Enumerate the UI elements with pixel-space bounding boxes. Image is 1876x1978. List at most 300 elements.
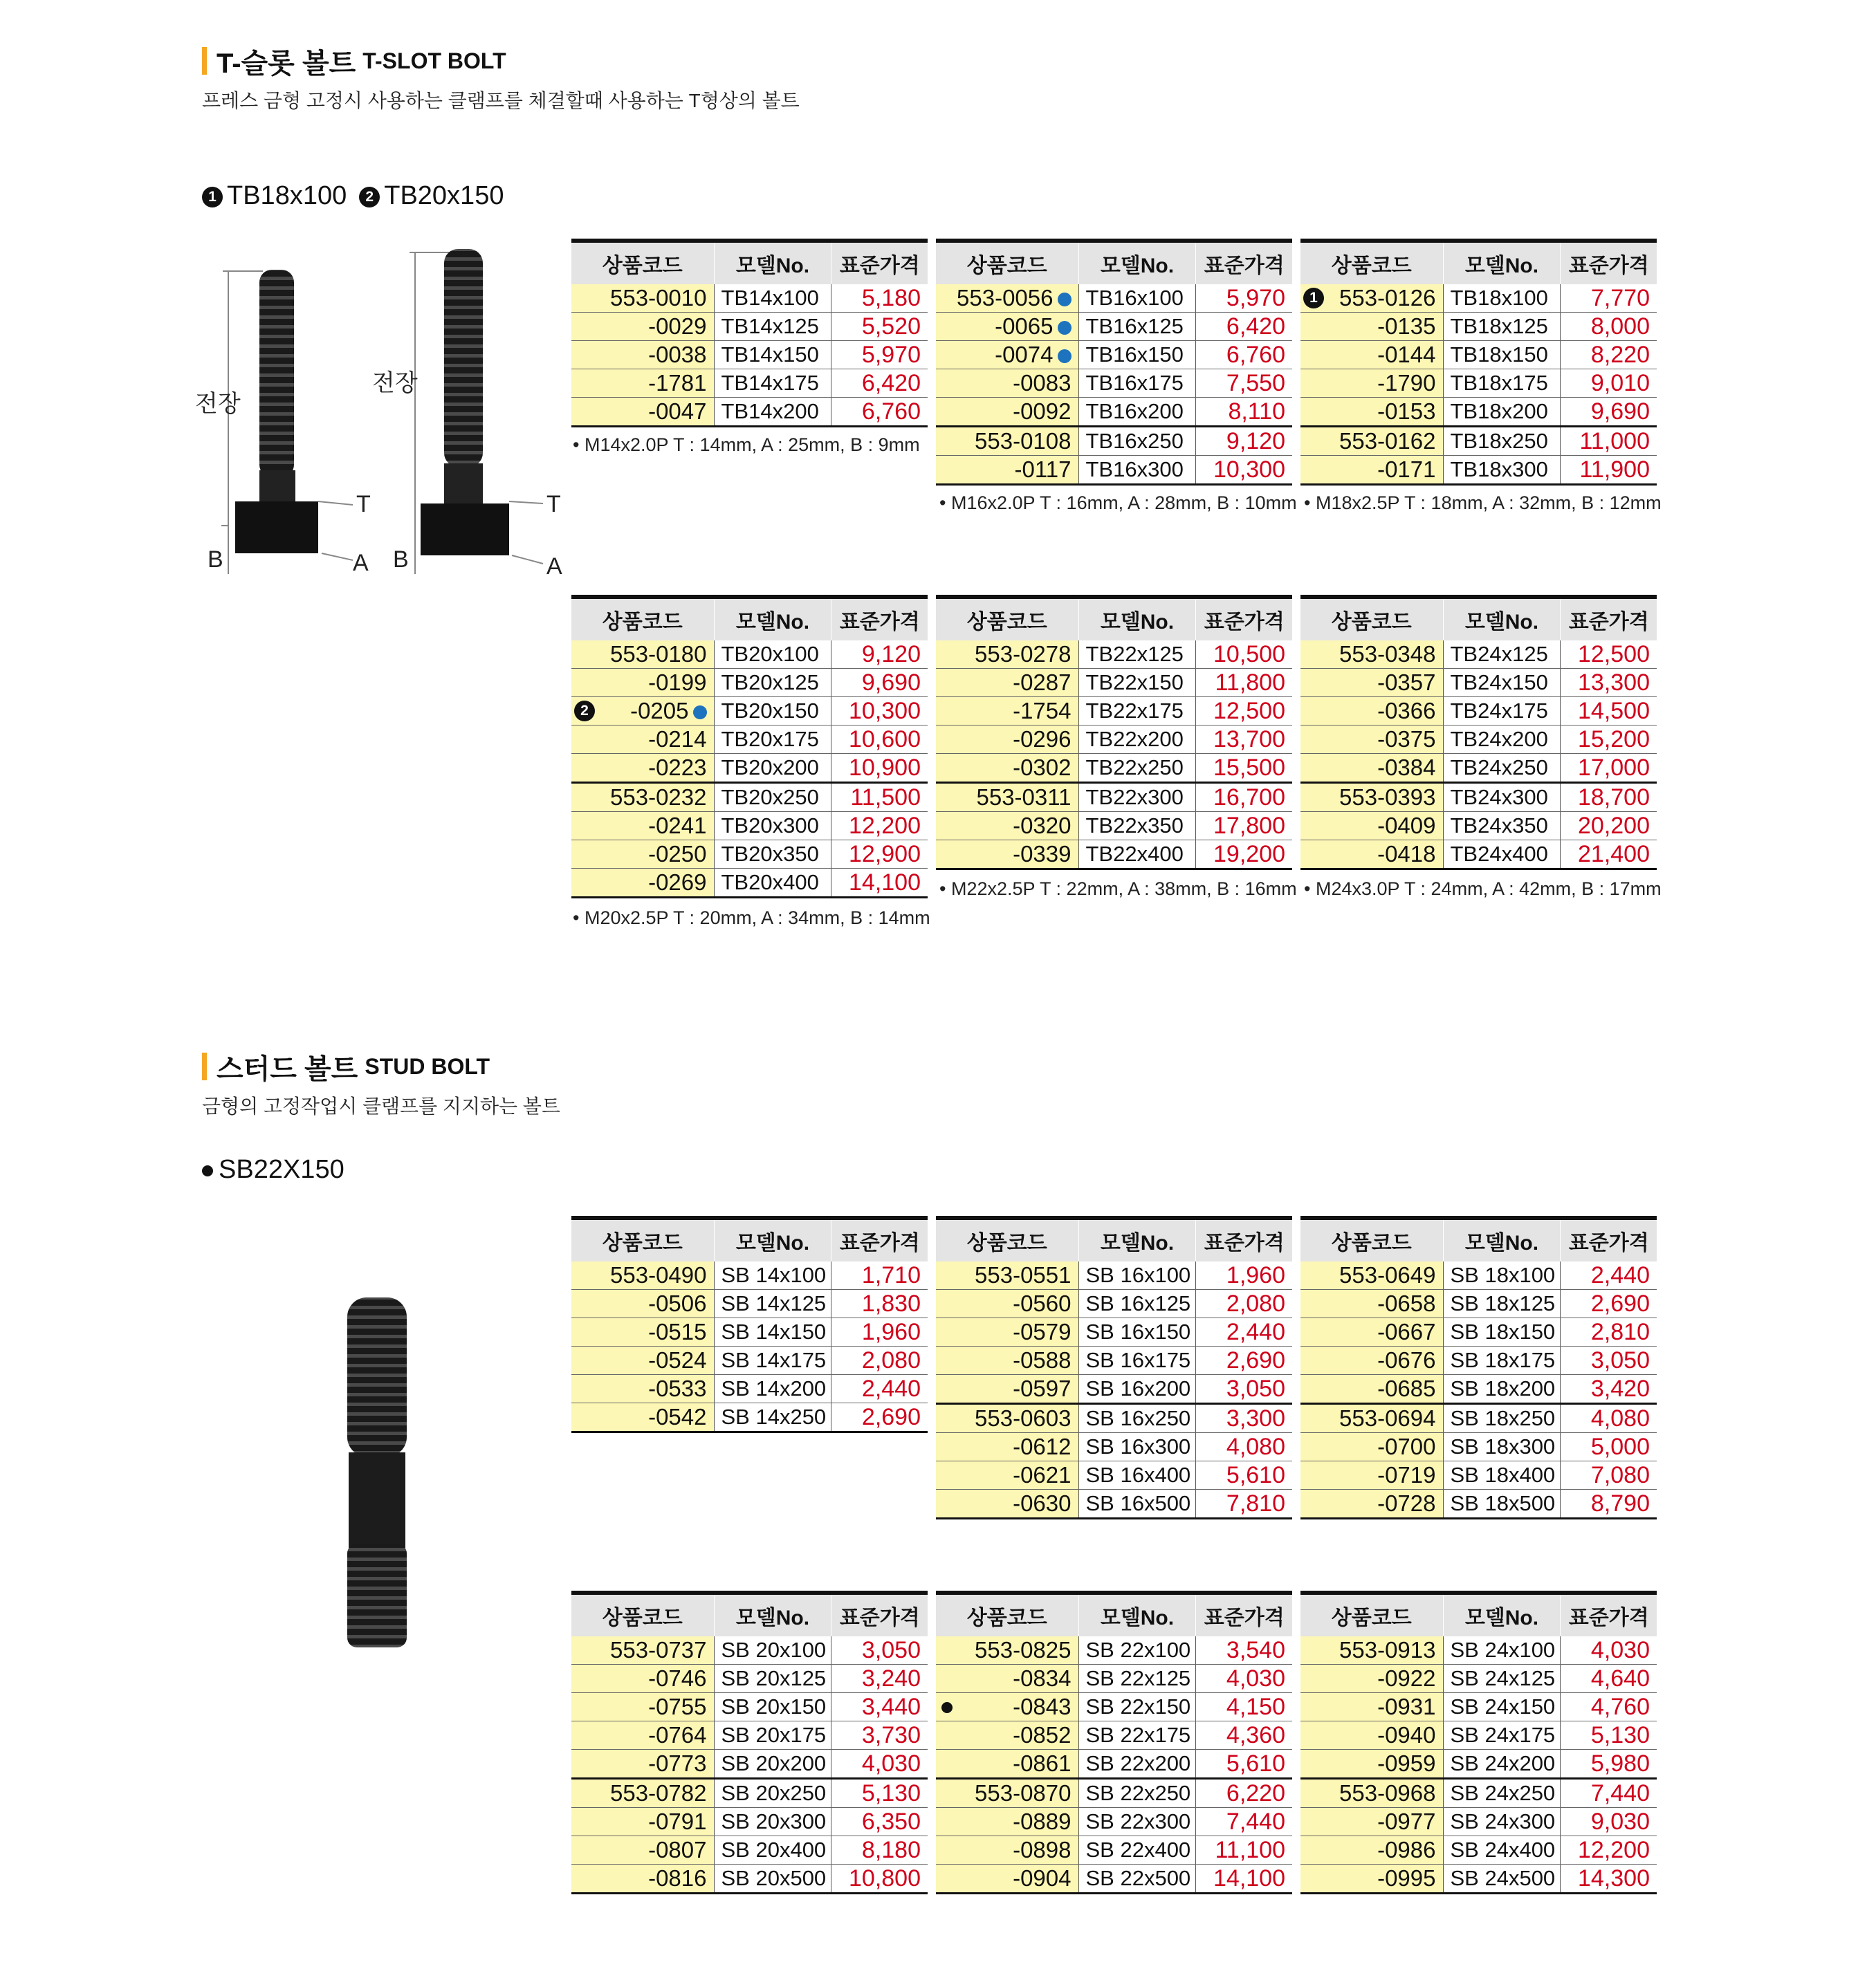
svg-text:B: B bbox=[393, 546, 409, 573]
header-code: 상품코드 bbox=[936, 599, 1078, 640]
price-cell: 8,220 bbox=[1561, 341, 1657, 369]
tslot-table-m18 bbox=[1300, 239, 1657, 486]
model-cell: SB 22x125 bbox=[1078, 1665, 1196, 1693]
product-code-cell bbox=[936, 456, 1078, 485]
variant-1-label: TB18x100 bbox=[227, 181, 347, 210]
table-row bbox=[936, 1836, 1292, 1865]
product-code: -0667 bbox=[1377, 1319, 1436, 1344]
product-code-cell bbox=[1300, 812, 1443, 840]
product-code-cell bbox=[1300, 783, 1443, 812]
product-code: -0889 bbox=[1013, 1809, 1072, 1834]
product-code-cell bbox=[936, 1665, 1078, 1693]
product-code: 553-0694 bbox=[1339, 1405, 1436, 1431]
product-code: -0375 bbox=[1377, 726, 1436, 752]
tslot-table-m16 bbox=[936, 239, 1292, 486]
product-code: -0287 bbox=[1013, 669, 1072, 695]
price-cell: 4,030 bbox=[1196, 1665, 1292, 1693]
model-cell: TB20x175 bbox=[714, 725, 831, 754]
spec-note: • M18x2.5P T : 18mm, A : 32mm, B : 12mm bbox=[1304, 492, 1662, 513]
svg-text:전장: 전장 bbox=[372, 370, 418, 396]
product-code: -0621 bbox=[1013, 1462, 1072, 1488]
price-cell: 3,050 bbox=[1561, 1347, 1657, 1375]
price-cell: 2,440 bbox=[831, 1375, 928, 1403]
stud-title-ko: 스터드 볼트 bbox=[217, 1053, 358, 1084]
svg-text:A: A bbox=[353, 550, 369, 576]
table-row bbox=[1300, 783, 1657, 812]
product-code: -0302 bbox=[1013, 755, 1072, 780]
model-cell: TB22x200 bbox=[1078, 725, 1196, 754]
product-code-cell bbox=[1300, 697, 1443, 725]
model-cell: TB20x250 bbox=[714, 783, 831, 812]
number-badge-icon: 1 bbox=[1303, 288, 1324, 308]
model-cell: SB 16x175 bbox=[1078, 1347, 1196, 1375]
product-code-cell bbox=[936, 1836, 1078, 1865]
product-code: -0904 bbox=[1013, 1865, 1072, 1891]
table-row bbox=[571, 1779, 928, 1808]
table-row bbox=[936, 1404, 1292, 1433]
product-code-cell bbox=[1300, 1433, 1443, 1461]
table-row bbox=[571, 812, 928, 840]
spec-note: • M22x2.5P T : 22mm, A : 38mm, B : 16mm bbox=[939, 878, 1297, 899]
price-cell: 9,010 bbox=[1561, 369, 1657, 398]
price-cell: 4,030 bbox=[831, 1750, 928, 1779]
product-code-cell bbox=[571, 1836, 714, 1865]
product-code-cell bbox=[1300, 640, 1443, 669]
product-code: 553-0649 bbox=[1339, 1262, 1436, 1288]
product-code: -0542 bbox=[648, 1404, 707, 1430]
model-cell: SB 14x175 bbox=[714, 1347, 831, 1375]
table-row bbox=[1300, 1808, 1657, 1836]
table-row bbox=[571, 1693, 928, 1721]
product-code: -0366 bbox=[1377, 698, 1436, 723]
model-cell: SB 22x200 bbox=[1078, 1750, 1196, 1779]
table-row bbox=[1300, 1290, 1657, 1318]
product-code-cell bbox=[571, 840, 714, 869]
model-cell: TB18x100 bbox=[1443, 284, 1561, 313]
price-cell: 16,700 bbox=[1196, 783, 1292, 812]
product-code: -0205 bbox=[630, 698, 689, 723]
header-model: 모델No. bbox=[714, 1220, 831, 1261]
model-cell: SB 16x150 bbox=[1078, 1318, 1196, 1347]
svg-text:T: T bbox=[356, 491, 371, 517]
table-row bbox=[1300, 697, 1657, 725]
price-cell: 5,980 bbox=[1561, 1750, 1657, 1779]
product-code: -0834 bbox=[1013, 1665, 1072, 1691]
product-code-cell bbox=[936, 812, 1078, 840]
price-cell: 11,500 bbox=[831, 783, 928, 812]
header-price: 표준가격 bbox=[831, 243, 928, 284]
tslot-table-m24 bbox=[1300, 595, 1657, 870]
product-code: -0746 bbox=[648, 1665, 707, 1691]
table-row bbox=[936, 1665, 1292, 1693]
price-cell: 15,200 bbox=[1561, 725, 1657, 754]
model-cell: TB18x175 bbox=[1443, 369, 1561, 398]
product-code: -0038 bbox=[648, 342, 707, 367]
product-code: 553-0311 bbox=[976, 784, 1072, 810]
product-code-cell bbox=[936, 1433, 1078, 1461]
table-row bbox=[571, 840, 928, 869]
header-price: 표준가격 bbox=[1196, 1220, 1292, 1261]
model-cell: SB 24x100 bbox=[1443, 1636, 1561, 1665]
model-cell: SB 24x250 bbox=[1443, 1779, 1561, 1808]
model-cell: TB24x400 bbox=[1443, 840, 1561, 869]
product-code: -0083 bbox=[1013, 370, 1072, 396]
product-code: -0533 bbox=[648, 1376, 707, 1401]
model-cell: SB 18x100 bbox=[1443, 1261, 1561, 1290]
table-row bbox=[1300, 1375, 1657, 1404]
product-code: -0773 bbox=[648, 1750, 707, 1776]
price-cell: 14,100 bbox=[831, 869, 928, 898]
table-row bbox=[571, 754, 928, 783]
tslot-bolt-illustration bbox=[187, 228, 574, 595]
model-cell: TB16x125 bbox=[1078, 313, 1196, 341]
blue-dot-icon bbox=[1058, 321, 1072, 335]
price-cell: 21,400 bbox=[1561, 840, 1657, 869]
model-cell: TB18x125 bbox=[1443, 313, 1561, 341]
product-code: -0764 bbox=[648, 1722, 707, 1748]
product-code-cell bbox=[571, 697, 714, 725]
model-cell: TB22x175 bbox=[1078, 697, 1196, 725]
product-code: -0791 bbox=[648, 1809, 707, 1834]
table-row bbox=[936, 1808, 1292, 1836]
price-cell: 2,440 bbox=[1196, 1318, 1292, 1347]
product-code-cell bbox=[571, 783, 714, 812]
model-cell: SB 20x150 bbox=[714, 1693, 831, 1721]
product-code-cell bbox=[571, 754, 714, 783]
tslot-variant-list bbox=[202, 181, 504, 211]
product-code: -0959 bbox=[1377, 1750, 1436, 1776]
product-code: -0986 bbox=[1377, 1837, 1436, 1863]
table-row bbox=[936, 1721, 1292, 1750]
header-code: 상품코드 bbox=[936, 243, 1078, 284]
tslot-section-title bbox=[202, 46, 506, 79]
product-code-cell bbox=[1300, 369, 1443, 398]
product-code-cell bbox=[936, 1779, 1078, 1808]
svg-text:B: B bbox=[208, 546, 223, 573]
table-row bbox=[1300, 669, 1657, 697]
product-code-cell bbox=[936, 1261, 1078, 1290]
product-code: -0597 bbox=[1013, 1376, 1072, 1401]
price-cell: 14,500 bbox=[1561, 697, 1657, 725]
bullet-icon bbox=[941, 1702, 953, 1713]
product-code-cell bbox=[936, 1865, 1078, 1894]
model-cell: TB20x350 bbox=[714, 840, 831, 869]
price-cell: 6,350 bbox=[831, 1808, 928, 1836]
product-code-cell bbox=[936, 427, 1078, 456]
stud-variant bbox=[202, 1155, 344, 1185]
product-code: -0117 bbox=[1014, 456, 1072, 482]
model-cell: SB 24x500 bbox=[1443, 1865, 1561, 1894]
product-code-cell bbox=[571, 1750, 714, 1779]
model-cell: SB 24x175 bbox=[1443, 1721, 1561, 1750]
model-cell: SB 22x300 bbox=[1078, 1808, 1196, 1836]
table-row bbox=[936, 1261, 1292, 1290]
product-code: 553-0108 bbox=[975, 428, 1072, 454]
product-code: -0171 bbox=[1377, 456, 1436, 482]
stud-bolt-image bbox=[332, 1286, 422, 1674]
model-cell: SB 16x250 bbox=[1078, 1404, 1196, 1433]
product-code-cell bbox=[1300, 284, 1443, 313]
price-cell: 9,030 bbox=[1561, 1808, 1657, 1836]
product-code-cell bbox=[1300, 754, 1443, 783]
price-cell: 5,130 bbox=[1561, 1721, 1657, 1750]
product-code: 553-0870 bbox=[975, 1780, 1072, 1806]
product-code: 553-0603 bbox=[975, 1405, 1072, 1431]
product-code-cell bbox=[571, 313, 714, 341]
product-code-cell bbox=[571, 1375, 714, 1403]
product-code: -0357 bbox=[1377, 669, 1436, 695]
product-code: -0579 bbox=[1013, 1319, 1072, 1344]
product-code: 553-0968 bbox=[1339, 1780, 1436, 1806]
header-code: 상품코드 bbox=[571, 1220, 714, 1261]
price-cell: 2,440 bbox=[1561, 1261, 1657, 1290]
model-cell: TB18x150 bbox=[1443, 341, 1561, 369]
table-row bbox=[936, 783, 1292, 812]
product-code-cell bbox=[571, 1665, 714, 1693]
price-cell: 1,960 bbox=[831, 1318, 928, 1347]
tslot-description: 프레스 금형 고정시 사용하는 클램프를 체결할때 사용하는 T형상의 볼트 bbox=[202, 90, 800, 111]
product-code-cell bbox=[1300, 1375, 1443, 1404]
price-cell: 1,960 bbox=[1196, 1261, 1292, 1290]
product-code: 553-0232 bbox=[610, 784, 707, 810]
model-cell: SB 20x175 bbox=[714, 1721, 831, 1750]
price-cell: 4,760 bbox=[1561, 1693, 1657, 1721]
table-row bbox=[1300, 1779, 1657, 1808]
price-cell: 1,710 bbox=[831, 1261, 928, 1290]
header-model: 모델No. bbox=[714, 1595, 831, 1636]
table-row bbox=[1300, 1347, 1657, 1375]
table-row bbox=[936, 341, 1292, 369]
spec-note: • M24x3.0P T : 24mm, A : 42mm, B : 17mm bbox=[1304, 878, 1662, 899]
product-code-cell bbox=[571, 1261, 714, 1290]
model-cell: SB 14x200 bbox=[714, 1375, 831, 1403]
table-row bbox=[936, 398, 1292, 427]
model-cell: SB 16x500 bbox=[1078, 1490, 1196, 1519]
model-cell: SB 22x150 bbox=[1078, 1693, 1196, 1721]
table-row bbox=[936, 669, 1292, 697]
product-code: -0940 bbox=[1377, 1722, 1436, 1748]
product-code-cell bbox=[936, 398, 1078, 427]
table-row bbox=[571, 1750, 928, 1779]
blue-dot-icon bbox=[1058, 293, 1072, 306]
product-code: -0339 bbox=[1013, 841, 1072, 867]
table-row bbox=[571, 669, 928, 697]
product-code-cell bbox=[571, 725, 714, 754]
table-row bbox=[1300, 640, 1657, 669]
product-code-cell bbox=[1300, 398, 1443, 427]
price-cell: 3,240 bbox=[831, 1665, 928, 1693]
price-cell: 11,000 bbox=[1561, 427, 1657, 456]
product-code-cell bbox=[1300, 1318, 1443, 1347]
table-row bbox=[571, 1836, 928, 1865]
table-row bbox=[1300, 812, 1657, 840]
table-row bbox=[571, 1808, 928, 1836]
tslot-table-m22 bbox=[936, 595, 1292, 870]
product-code: -0612 bbox=[1013, 1434, 1072, 1459]
model-cell: TB24x350 bbox=[1443, 812, 1561, 840]
stud-table-22 bbox=[936, 1591, 1292, 1894]
product-code: -1790 bbox=[1377, 370, 1436, 396]
price-cell: 8,790 bbox=[1561, 1490, 1657, 1519]
product-code-cell bbox=[1300, 1721, 1443, 1750]
table-row bbox=[936, 754, 1292, 783]
product-code: 553-0162 bbox=[1339, 428, 1436, 454]
header-model: 모델No. bbox=[714, 599, 831, 640]
price-cell: 7,440 bbox=[1196, 1808, 1292, 1836]
product-code-cell bbox=[936, 1490, 1078, 1519]
product-code: -0409 bbox=[1377, 813, 1436, 838]
header-model: 모델No. bbox=[1443, 599, 1561, 640]
price-cell: 2,690 bbox=[1561, 1290, 1657, 1318]
model-cell: SB 24x125 bbox=[1443, 1665, 1561, 1693]
header-price: 표준가격 bbox=[831, 1595, 928, 1636]
product-code: -0506 bbox=[648, 1291, 707, 1316]
product-code: -0728 bbox=[1377, 1490, 1436, 1516]
product-code: 553-0551 bbox=[975, 1262, 1072, 1288]
model-cell: SB 14x250 bbox=[714, 1403, 831, 1432]
tslot-bolt-1-image bbox=[195, 270, 371, 576]
table-row bbox=[571, 697, 928, 725]
product-code: -0515 bbox=[648, 1319, 707, 1344]
model-cell: SB 16x200 bbox=[1078, 1375, 1196, 1404]
header-code: 상품코드 bbox=[936, 1220, 1078, 1261]
product-code-cell bbox=[936, 783, 1078, 812]
table-row bbox=[1300, 1490, 1657, 1519]
product-code-cell bbox=[571, 640, 714, 669]
table-row bbox=[571, 1865, 928, 1894]
header-price: 표준가격 bbox=[1196, 243, 1292, 284]
price-cell: 18,700 bbox=[1561, 783, 1657, 812]
model-cell: TB22x350 bbox=[1078, 812, 1196, 840]
product-code: -0995 bbox=[1377, 1865, 1436, 1891]
table-row bbox=[1300, 1836, 1657, 1865]
product-code-cell bbox=[1300, 1290, 1443, 1318]
product-code-cell bbox=[936, 1461, 1078, 1490]
product-code-cell bbox=[1300, 1347, 1443, 1375]
price-cell: 2,080 bbox=[831, 1347, 928, 1375]
table-row bbox=[936, 840, 1292, 869]
price-cell: 15,500 bbox=[1196, 754, 1292, 783]
table-row bbox=[936, 1433, 1292, 1461]
model-cell: TB14x150 bbox=[714, 341, 831, 369]
price-cell: 10,300 bbox=[1196, 456, 1292, 485]
model-cell: SB 24x300 bbox=[1443, 1808, 1561, 1836]
product-code-cell bbox=[936, 1375, 1078, 1404]
price-cell: 5,180 bbox=[831, 284, 928, 313]
table-row bbox=[1300, 369, 1657, 398]
product-code-cell bbox=[1300, 669, 1443, 697]
table-row bbox=[1300, 840, 1657, 869]
price-cell: 1,830 bbox=[831, 1290, 928, 1318]
table-row bbox=[571, 1665, 928, 1693]
header-code: 상품코드 bbox=[1300, 599, 1443, 640]
table-row bbox=[1300, 1665, 1657, 1693]
product-code: 553-0782 bbox=[610, 1780, 707, 1806]
model-cell: TB24x175 bbox=[1443, 697, 1561, 725]
model-cell: TB24x250 bbox=[1443, 754, 1561, 783]
product-code: -0153 bbox=[1377, 398, 1436, 424]
price-cell: 17,000 bbox=[1561, 754, 1657, 783]
model-cell: SB 18x150 bbox=[1443, 1318, 1561, 1347]
product-code-cell bbox=[1300, 456, 1443, 485]
model-cell: SB 22x100 bbox=[1078, 1636, 1196, 1665]
price-cell: 12,200 bbox=[831, 812, 928, 840]
price-cell: 3,300 bbox=[1196, 1404, 1292, 1433]
model-cell: TB22x300 bbox=[1078, 783, 1196, 812]
table-row bbox=[936, 1750, 1292, 1779]
header-price: 표준가격 bbox=[831, 1220, 928, 1261]
tslot-bolt-2-image bbox=[372, 249, 562, 580]
product-code-cell bbox=[936, 1290, 1078, 1318]
header-model: 모델No. bbox=[1078, 1220, 1196, 1261]
price-cell: 3,440 bbox=[831, 1693, 928, 1721]
product-code-cell bbox=[936, 697, 1078, 725]
price-cell: 3,420 bbox=[1561, 1375, 1657, 1404]
table-row bbox=[571, 1261, 928, 1290]
header-code: 상품코드 bbox=[571, 243, 714, 284]
header-model: 모델No. bbox=[1078, 243, 1196, 284]
model-cell: TB16x175 bbox=[1078, 369, 1196, 398]
price-cell: 7,770 bbox=[1561, 284, 1657, 313]
model-cell: SB 20x300 bbox=[714, 1808, 831, 1836]
product-code-cell bbox=[1300, 840, 1443, 869]
model-cell: TB24x150 bbox=[1443, 669, 1561, 697]
model-cell: SB 20x100 bbox=[714, 1636, 831, 1665]
model-cell: SB 20x125 bbox=[714, 1665, 831, 1693]
price-cell: 4,080 bbox=[1561, 1404, 1657, 1433]
model-cell: TB22x150 bbox=[1078, 669, 1196, 697]
table-row bbox=[936, 1318, 1292, 1347]
model-cell: SB 18x125 bbox=[1443, 1290, 1561, 1318]
price-cell: 4,640 bbox=[1561, 1665, 1657, 1693]
model-cell: TB24x125 bbox=[1443, 640, 1561, 669]
table-row bbox=[936, 427, 1292, 456]
model-cell: SB 16x400 bbox=[1078, 1461, 1196, 1490]
price-cell: 5,970 bbox=[1196, 284, 1292, 313]
price-cell: 12,900 bbox=[831, 840, 928, 869]
product-code: -0560 bbox=[1013, 1291, 1072, 1316]
price-cell: 2,690 bbox=[831, 1403, 928, 1432]
model-cell: SB 18x300 bbox=[1443, 1433, 1561, 1461]
model-cell: TB20x200 bbox=[714, 754, 831, 783]
product-code: -0269 bbox=[648, 869, 707, 895]
table-row bbox=[571, 1347, 928, 1375]
header-price: 표준가격 bbox=[1561, 1220, 1657, 1261]
variant-1 bbox=[202, 181, 347, 211]
variant-2 bbox=[359, 181, 504, 211]
product-code: 553-0348 bbox=[1339, 641, 1436, 667]
header-price: 표준가격 bbox=[1196, 599, 1292, 640]
price-cell: 11,800 bbox=[1196, 669, 1292, 697]
model-cell: SB 18x250 bbox=[1443, 1404, 1561, 1433]
table-row bbox=[571, 1403, 928, 1432]
accent-bar bbox=[202, 47, 207, 75]
product-code: -0092 bbox=[1013, 398, 1072, 424]
table-row bbox=[1300, 1404, 1657, 1433]
product-code-cell bbox=[1300, 1808, 1443, 1836]
product-code: -0630 bbox=[1013, 1490, 1072, 1516]
table-row bbox=[936, 1865, 1292, 1894]
price-cell: 10,900 bbox=[831, 754, 928, 783]
product-code: -0320 bbox=[1013, 813, 1072, 838]
table-row bbox=[571, 1721, 928, 1750]
header-model: 모델No. bbox=[1078, 1595, 1196, 1636]
table-row bbox=[936, 1693, 1292, 1721]
price-cell: 12,500 bbox=[1561, 640, 1657, 669]
product-code: -0977 bbox=[1377, 1809, 1436, 1834]
model-cell: SB 18x500 bbox=[1443, 1490, 1561, 1519]
price-cell: 3,050 bbox=[831, 1636, 928, 1665]
